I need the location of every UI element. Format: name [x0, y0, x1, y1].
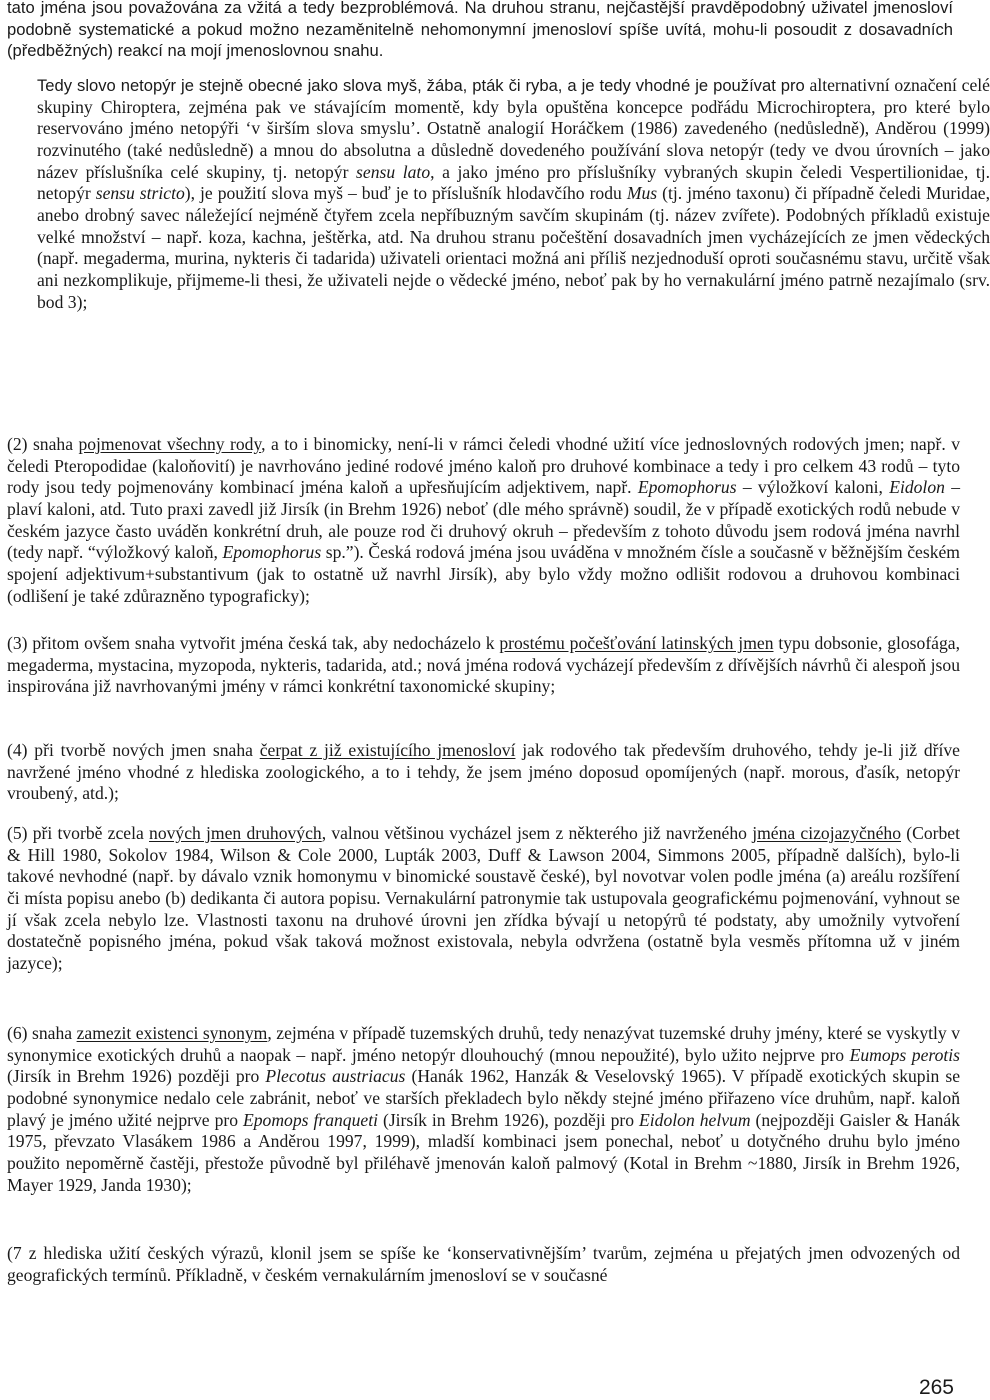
- paragraph-text: , valnou většinou vycházel jsem z některého již navrženého: [321, 823, 753, 843]
- underlined-phrase: prostému počešťování latinských jmen: [499, 633, 774, 653]
- paragraph-text: (Jirsík in Brehm 1926) později pro: [7, 1066, 266, 1087]
- paragraph-text: (3) přitom ovšem snaha vytvořit jména česká tak, aby nedocházelo k: [7, 633, 500, 653]
- paragraph-text: (tj. jméno taxonu) či případně čeledi Muridae, anebo drobný savec náležející nejméně čtyřem zcela nepříbuzným savčím skupinám (tj. název zvířete). Podobných příkladů existuje velké množství – např. koza, kachna, ještěrka, atd. Na druhou stranu počeštění dosavadních jmen vycházejících ze jmen vědeckých (např. megaderma, murina, nykteris či tadarida) uživateli orientaci možná ani příliš nezjednoduší oproti současnému stavu, určitě však ani nezkomplikuje, přijmeme-li thesi, že uživateli nejde o vědecké jméno, neboť pak by ho vernakulární jméno patrně nezajímalo (srv. bod 3);: [37, 183, 990, 312]
- paragraph-text: – výložkoví kaloni,: [736, 477, 890, 498]
- paragraph-lead-text: Tedy slovo netopýr je stejně obecné jako slova myš, žába, pták či ryba, a je tedy vhodné je používat pro: [37, 76, 805, 95]
- paragraph-text: – plaví kaloni, atd. Tuto praxi zavedl již Jirsík (in Brehm 1926) neboť (dle mého správně) soudil, že v případě exotických rodů nebude v českém jazyce často uváděn konkrétní druh, ale pouze rod či druhový okruh – především z tohoto důvodu jsem rodová jména navrhl (tedy např. “výložkový kaloň,: [7, 477, 960, 563]
- paragraph-text: , a to i binomicky, není-li v rámci čeledi vhodné užití více jednoslovných rodových jmen; např. v čeledi Pteropodidae (kaloňovití) je navrhováno jediné rodové jméno kaloň pro druhové kombinace a tedy i pro celkem 43 rodů – tyto rody jsou tedy pojmenovány kombinací jména kaloň a upřesňujícím adjektivem, např.: [7, 434, 960, 498]
- underlined-phrase: jména cizojazyčného: [752, 823, 902, 843]
- italic-species-name: Eidolon helvum: [639, 1109, 751, 1130]
- italic-term: sensu stricto: [95, 183, 185, 204]
- paragraph-text: sp.”). Česká rodová jména jsou uváděna v množném čísle a současně v běžnějším českém spojení adjektivum+substantivum (jak to ostatně už navrhl Jirsík), aby bylo vždy možno odlišit rodovou a druhovou kombinaci (odlišení je také zdůrazněno typograficky);: [7, 542, 960, 606]
- list-item-5: [7, 823, 960, 975]
- paragraph-text: (Jirsík in Brehm 1926), později pro: [377, 1109, 640, 1130]
- list-item-7: [7, 1243, 960, 1286]
- paragraph-text: typu dobsonie, glosofága, megaderma, mystacina, myzopoda, nykteris, tadarida, atd.; nová jména rodová vycházejí především z dřívějších návrhů či alespoň jsou inspirována již navrhovanými jmény v rámci konkrétní taxonomické skupiny;: [7, 633, 960, 697]
- italic-species-name: Eumops perotis: [849, 1044, 960, 1065]
- list-item-2: [7, 434, 960, 607]
- paragraph-text: jak rodového tak především druhového, tehdy je-li již dříve navržené jméno vhodné z hlediska zoologického, a to i tehdy, že jsem jméno doposud opomíjených (např. morous, ďasík, netopýr vroubený, atd.);: [7, 740, 960, 804]
- italic-term: sensu lato: [356, 161, 431, 182]
- page-number: 265: [918, 1376, 954, 1399]
- paragraph-text: (7 z hlediska užití českých výrazů, klonil jsem se spíše ke ‘konservativnějším’ tvarům, zejména u přejatých jmen odvozených od geografických termínů. Příkladně, v českém vernakulárním jmenosloví se v současné: [7, 1243, 960, 1285]
- italic-genus-name: Mus: [626, 183, 658, 204]
- paragraph-text: ), je použití slova myš – buď je to příslušník hlodavčího rodu: [184, 183, 627, 204]
- paragraph-text: (Hanák 1962, Hanzák & Veselovský 1965). V případě exotických skupin se podobné synonymice nedalo cele zabránit, neboť ve starších překladech bylo někdy stejné jméno přiřazeno více druhům, např. kaloň plavý je jméno užité nejprve pro: [7, 1066, 961, 1130]
- paragraph-text: (6) snaha: [7, 1023, 77, 1043]
- paragraph-text: alternativní označení celé skupiny Chiroptera, zejména pak ve stávajícím momentě, kdy byla opuštěna koncepce podřádu Microchiroptera, pro které bylo reservováno jméno netopýři ‘v širším slova smyslu’. Ostatně analogií Horáčkem (1986) zavedeného (nedůsledně), Anděrou (1999) rozvinutého (také nedůsledně) a mnou do absolutna a důsledně dovedeného používání slova netopýr (tedy ve dvou úrovních – jako název příslušníka celé skupiny, tj. netopýr: [37, 75, 990, 182]
- paragraph-text: , a jako jméno pro příslušníky vybraných skupin čeledi Vespertilionidae, tj. netopýr: [37, 161, 990, 204]
- paragraph-text: (4) při tvorbě nových jmen snaha: [7, 740, 260, 760]
- italic-species-name: Epomops franqueti: [243, 1109, 378, 1130]
- intro-paragraph: tato jména jsou považována za vžitá a tedy bezproblémová. Na druhou stranu, nejčastější pravděpodobný uživatel jmenosloví podobně systematické a pokud možno nezaměnitelně nehomonymní jmenosloví spíše uvítá, mohu-li posoudit z dosavadních (předběžných) reakcí na mojí jmenoslovnou snahu.: [7, 0, 953, 60]
- italic-species-name: Plecotus austriacus: [265, 1066, 406, 1087]
- paragraph-netopyr-definition: [7, 75, 990, 313]
- paragraph-text: (nejpozději Gaisler & Hanák 1975, převzato Vlasákem 1986 a Anděrou 1997, 1999), mladší kombinaci jsem ponechal, neboť u dotyčného druhu bylo jméno použito nepoměrně častěji, přestože původně byl přiléhavě jmenován kaloň palmový (Kotal in Brehm ~1880, Jirsík in Brehm 1926, Mayer 1929, Janda 1930);: [7, 1109, 960, 1195]
- paragraph-text: (5) při tvorbě zcela: [7, 823, 150, 843]
- italic-genus-name: Eidolon: [889, 477, 945, 498]
- list-item-4: [7, 740, 960, 805]
- underlined-phrase: nových jmen druhových: [149, 823, 322, 843]
- underlined-phrase: čerpat z již existujícího jmenosloví: [259, 740, 516, 760]
- underlined-phrase: zamezit existenci synonym: [76, 1023, 268, 1043]
- italic-genus-name: Epomophorus: [637, 477, 737, 498]
- paragraph-text: (2) snaha: [7, 434, 79, 454]
- underlined-phrase: pojmenovat všechny rody: [78, 434, 262, 454]
- list-item-3: [7, 633, 960, 698]
- list-item-6: [7, 1023, 960, 1196]
- paragraph-text: , zejména v případě tuzemských druhů, tedy nenazývat tuzemské druhy jmény, které se vyskytly v synonymice exotických druhů a naopak – např. jméno netopýr dlouhouchý (mnou nepoužité), bylo užito nejprve pro: [7, 1023, 961, 1065]
- paragraph-text: (Corbet & Hill 1980, Sokolov 1984, Wilson & Cole 2000, Lupták 2003, Duff & Lawson 2004, Simmons 2005, případně dalších), bylo-li takové nevhodné (např. by dávalo vznik homonymu v binomické soustavě české), byl novotvar volen podle jména (a) areálu rozšíření či místa popisu anebo (b) dedikanta či autora popisu. Vernakulární patronymie tak ustupovala geografickému pojmenování, vyhnout se jí však zcela nebylo lze. Vlastnosti taxonu na druhové úrovni jen zřídka bývají u netopýrů té podstaty, aby umožnily vytvoření dostatečně popisného jména, pokud však taková možnost existovala, nebyla odvržena (ostatně byla vesměs přítomna už v jiném jazyce);: [7, 823, 960, 973]
- italic-genus-name: Epomophorus: [222, 542, 322, 563]
